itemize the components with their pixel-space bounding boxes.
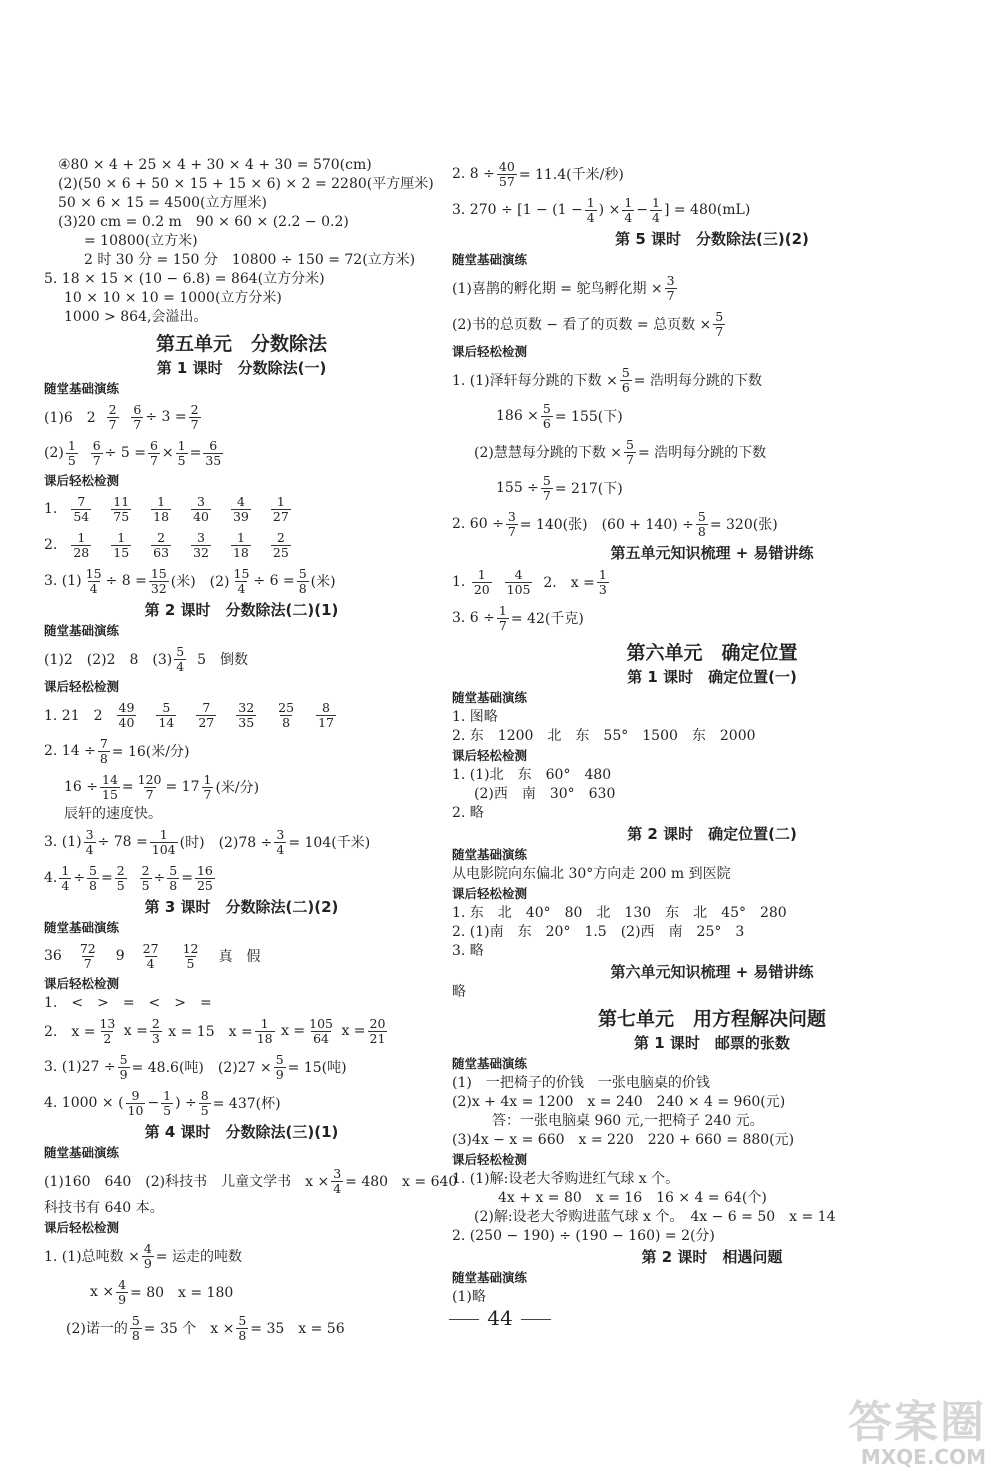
fraction: $\frac{2}{7}$ xyxy=(108,401,117,432)
answer-line: (2)(50 × 6 + 50 × 15 + 15 × 6) × 2 = 2280(平方厘米) xyxy=(58,176,434,192)
answer-line: 1. 图略 xyxy=(452,709,498,725)
fraction: $\frac{1}{7}$ xyxy=(203,771,212,802)
fraction: $\frac{5}{7}$ xyxy=(626,436,634,467)
answer-line: 1. $\frac{1}{20}$ $\frac{4}{105}$ 2. x = $\frac{1}{3}$ xyxy=(452,566,607,597)
answer-line: 3. 略 xyxy=(452,943,484,959)
fraction: $\frac{105}{64}$ xyxy=(309,1015,333,1046)
answer-line: 155 ÷ $\frac{5}{7}$ = 217(下) xyxy=(496,472,623,503)
answer-line: (3)20 cm = 0.2 m 90 × 60 × (2.2 − 0.2) xyxy=(58,214,349,230)
answer-line: 2. 8 ÷ $\frac{40}{57}$ = 11.4(千米/秒) xyxy=(452,158,624,189)
fraction: $\frac{49}{40}$ xyxy=(118,699,135,730)
fraction: $\frac{1}{15}$ xyxy=(113,529,130,560)
answer-line: 186 × $\frac{5}{6}$ = 155(下) xyxy=(496,400,623,431)
answer-line: 1. (1)北 东 60° 480 xyxy=(452,767,612,783)
fraction: $\frac{15}{4}$ xyxy=(233,565,250,596)
answer-line: (2)西 南 30° 630 xyxy=(474,786,616,802)
fraction: $\frac{9}{10}$ xyxy=(127,1087,144,1118)
lesson-title: 第 1 课时 邮票的张数 xyxy=(634,1034,790,1052)
section-heading: 随堂基础演练 xyxy=(44,381,120,396)
fraction: $\frac{5}{8}$ xyxy=(697,508,706,539)
answer-line: (2)诺一的 $\frac{5}{8}$ = 35 个 x × $\frac{5}{8}$ = 35 x = 56 xyxy=(66,1312,345,1343)
answer-line: 4. $\frac{1}{4}$ ÷ $\frac{5}{8}$ = $\frac{2}{5}$ $\frac{2}{5}$ ÷ $\frac{5}{8}$ = $\frac{16}{25}$ xyxy=(44,862,213,893)
answer-line: (1)2 (2)2 8 (3) $\frac{5}{4}$ 5 倒数 xyxy=(44,643,248,674)
answer-line: 2. 东 1200 北 东 55° 1500 东 2000 xyxy=(452,728,756,744)
section-heading: 随堂基础演练 xyxy=(452,1056,528,1071)
fraction: $\frac{1}{7}$ xyxy=(498,602,507,633)
page-number: 44 xyxy=(0,1306,1000,1330)
section-heading: 课后轻松检测 xyxy=(44,1220,120,1235)
section-heading: 课后轻松检测 xyxy=(44,679,120,694)
answer-line: 辰轩的速度快。 xyxy=(64,806,162,822)
fraction: $\frac{20}{21}$ xyxy=(369,1015,386,1046)
page-number-dash xyxy=(449,1319,479,1320)
fraction: $\frac{16}{25}$ xyxy=(196,862,213,893)
fraction: $\frac{5}{9}$ xyxy=(119,1051,128,1082)
answer-line: 2. 60 ÷ $\frac{3}{7}$ = 140(张) (60 + 140) ÷ $\frac{5}{8}$ = 320(张) xyxy=(452,508,778,539)
section-heading: 课后轻松检测 xyxy=(452,344,528,359)
fraction: $\frac{13}{2}$ xyxy=(99,1015,116,1046)
fraction: $\frac{14}{15}$ xyxy=(102,771,118,802)
fraction: $\frac{3}{7}$ xyxy=(666,272,675,303)
answer-line: (1)6 2 $\frac{2}{7}$ $\frac{6}{7}$ ÷ 3 = $\frac{2}{7}$ xyxy=(44,401,199,432)
answer-line: 3. (1) $\frac{3}{4}$ ÷ 78 = $\frac{1}{104}$ (时) (2)78 ÷ $\frac{3}{4}$ = 104(千米) xyxy=(44,826,371,857)
fraction: $\frac{3}{4}$ xyxy=(333,1165,342,1196)
answer-line: (3)4x − x = 660 x = 220 220 + 660 = 880(元) xyxy=(452,1132,795,1148)
answer-line: 16 ÷ $\frac{14}{15}$ = $\frac{120}{7}$ = 17 $\frac{1}{7}$ (米/分) xyxy=(64,771,260,802)
answer-line: 略 xyxy=(452,984,466,1000)
fraction: $\frac{2}{5}$ xyxy=(141,862,150,893)
fraction: $\frac{2}{63}$ xyxy=(153,529,170,560)
fraction: $\frac{2}{5}$ xyxy=(116,862,125,893)
answer-line: 1. (1)总吨数 × $\frac{4}{9}$ = 运走的吨数 xyxy=(44,1240,242,1271)
review-title: 第六单元知识梳理 + 易错讲练 xyxy=(610,963,814,981)
answer-line: (2)解:设老大爷购进蓝气球 x 个。 4x − 6 = 50 x = 14 xyxy=(474,1209,836,1225)
fraction: $\frac{4}{105}$ xyxy=(506,566,531,597)
fraction: $\frac{2}{25}$ xyxy=(272,529,289,560)
right-column xyxy=(452,156,972,1307)
review-title: 第五单元知识梳理 + 易错讲练 xyxy=(610,544,814,562)
fraction: $\frac{1}{104}$ xyxy=(151,826,176,857)
fraction: $\frac{5}{6}$ xyxy=(621,364,630,395)
lesson-title: 第 4 课时 分数除法(三)(1) xyxy=(144,1123,339,1141)
answer-line: (2)书的总页数 − 看了的页数 = 总页数 × $\frac{5}{7}$ xyxy=(452,308,724,339)
answer-line: 1. $\frac{7}{54}$ $\frac{11}{75}$ $\frac{1}{18}$ $\frac{3}{40}$ $\frac{4}{39}$ $\frac{1}{27}$ xyxy=(44,493,289,524)
left-column xyxy=(44,156,458,1346)
unit-title: 第五单元 分数除法 xyxy=(155,333,327,355)
fraction: $\frac{5}{9}$ xyxy=(275,1051,284,1082)
answer-line: 1. 东 北 40° 80 北 130 东 北 45° 280 xyxy=(452,905,787,921)
watermark-text: 答案圈 xyxy=(848,1397,986,1448)
fraction: $\frac{1}{27}$ xyxy=(272,493,289,524)
section-heading: 随堂基础演练 xyxy=(44,623,120,638)
fraction: $\frac{5}{8}$ xyxy=(89,862,97,893)
fraction: $\frac{1}{28}$ xyxy=(73,529,90,560)
fraction: $\frac{27}{4}$ xyxy=(142,940,159,971)
fraction: $\frac{5}{4}$ xyxy=(176,643,185,674)
answer-line: (1)喜鹊的孵化期 = 鸵鸟孵化期 × $\frac{3}{7}$ xyxy=(452,272,675,303)
fraction: $\frac{1}{20}$ xyxy=(473,566,490,597)
fraction: $\frac{1}{18}$ xyxy=(153,493,170,524)
answer-line: 1. < > = < > = xyxy=(44,995,212,1011)
fraction: $\frac{8}{5}$ xyxy=(200,1087,209,1118)
section-heading: 课后轻松检测 xyxy=(452,748,528,763)
page-number-dash xyxy=(521,1319,551,1320)
fraction: $\frac{3}{32}$ xyxy=(193,529,209,560)
section-heading: 课后轻松检测 xyxy=(452,1152,528,1167)
answer-line: (2) $\frac{1}{5}$ $\frac{6}{7}$ ÷ 5 = $\frac{6}{7}$ × $\frac{1}{5}$ = $\frac{6}{35}$ xyxy=(44,437,222,468)
fraction: $\frac{4}{9}$ xyxy=(143,1240,152,1271)
answer-line: 科技书有 640 本。 xyxy=(44,1200,164,1216)
section-heading: 随堂基础演练 xyxy=(452,690,528,705)
section-heading: 随堂基础演练 xyxy=(44,920,120,935)
fraction: $\frac{11}{75}$ xyxy=(113,493,130,524)
section-heading: 随堂基础演练 xyxy=(44,1145,120,1160)
fraction: $\frac{5}{8}$ xyxy=(298,565,307,596)
fraction: $\frac{5}{8}$ xyxy=(169,862,178,893)
answer-line: (2)慧慧每分跳的下数 × $\frac{5}{7}$ = 浩明每分跳的下数 xyxy=(474,436,767,467)
lesson-title: 第 2 课时 确定位置(二) xyxy=(627,825,797,843)
unit-title: 第七单元 用方程解决问题 xyxy=(597,1008,826,1030)
answer-line: 答：一张电脑桌 960 元,一把椅子 240 元。 xyxy=(492,1113,764,1129)
answer-line: 3. (1) $\frac{15}{4}$ ÷ 8 = $\frac{15}{32}$ (米) (2) $\frac{15}{4}$ ÷ 6 = $\frac{5}{8}$ (米) xyxy=(44,565,336,596)
fraction: $\frac{5}{7}$ xyxy=(542,472,551,503)
fraction: $\frac{5}{8}$ xyxy=(238,1312,247,1343)
answer-line: 1. (1)解:设老大爷购进红气球 x 个。 xyxy=(452,1171,680,1187)
fraction: $\frac{6}{7}$ xyxy=(133,401,142,432)
answer-line: (2)x + 4x = 1200 x = 240 240 × 4 = 960(元) xyxy=(452,1094,786,1110)
fraction: $\frac{32}{35}$ xyxy=(238,699,255,730)
fraction: $\frac{6}{7}$ xyxy=(149,437,158,468)
fraction: $\frac{3}{4}$ xyxy=(85,826,94,857)
answer-line: 2. (250 − 190) ÷ (190 − 160) = 2(分) xyxy=(452,1228,715,1244)
answer-line: 2. 略 xyxy=(452,805,484,821)
fraction: $\frac{5}{6}$ xyxy=(542,400,551,431)
fraction: $\frac{12}{5}$ xyxy=(182,940,199,971)
fraction: $\frac{1}{5}$ xyxy=(177,437,186,468)
fraction: $\frac{3}{7}$ xyxy=(507,508,516,539)
section-heading: 课后轻松检测 xyxy=(44,976,120,991)
fraction: $\frac{15}{32}$ xyxy=(150,565,167,596)
fraction: $\frac{4}{39}$ xyxy=(232,493,249,524)
answer-line: 2. $\frac{1}{28}$ $\frac{1}{15}$ $\frac{2}{63}$ $\frac{3}{32}$ $\frac{1}{18}$ $\frac{2}{25}$ xyxy=(44,529,289,560)
answer-line: 从电影院向东偏北 30°方向走 200 m 到医院 xyxy=(452,866,731,882)
fraction: $\frac{1}{4}$ xyxy=(624,194,633,225)
answer-line: 50 × 6 × 15 = 4500(立方厘米) xyxy=(58,195,267,211)
fraction: $\frac{5}{14}$ xyxy=(158,699,175,730)
lesson-title: 第 1 课时 分数除法(一) xyxy=(156,359,327,377)
lesson-title: 第 5 课时 分数除法(三)(2) xyxy=(615,230,809,248)
lesson-title: 第 3 课时 分数除法(二)(2) xyxy=(144,898,339,916)
answer-line: 1. 21 2 $\frac{49}{40}$ $\frac{5}{14}$ $\frac{7}{27}$ $\frac{32}{35}$ $\frac{25}{8}$ $\frac{8}{17}$ xyxy=(44,699,334,730)
fraction: $\frac{6}{35}$ xyxy=(205,437,222,468)
lesson-title: 第 2 课时 分数除法(二)(1) xyxy=(144,601,339,619)
fraction: $\frac{15}{4}$ xyxy=(85,565,102,596)
answer-line: 2. (1)南 东 20° 1.5 (2)西 南 25° 3 xyxy=(452,924,745,940)
section-heading: 课后轻松检测 xyxy=(452,886,528,901)
unit-title: 第六单元 确定位置 xyxy=(626,642,798,664)
section-heading: 课后轻松检测 xyxy=(44,473,120,488)
section-heading: 随堂基础演练 xyxy=(452,252,528,267)
lesson-title: 第 2 课时 相遇问题 xyxy=(641,1248,783,1266)
answer-line: (1)略 xyxy=(452,1289,486,1305)
answer-line: 10 × 10 × 10 = 1000(立方分米) xyxy=(64,290,282,306)
answer-line: x × $\frac{4}{9}$ = 80 x = 180 xyxy=(90,1276,234,1307)
answer-line: 5. 18 × 15 × (10 − 6.8) = 864(立方分米) xyxy=(44,271,325,287)
fraction: $\frac{4}{9}$ xyxy=(118,1276,127,1307)
answer-line: 1000 > 864,会溢出。 xyxy=(64,309,208,325)
fraction: $\frac{5}{7}$ xyxy=(715,308,724,339)
fraction: $\frac{1}{18}$ xyxy=(232,529,249,560)
fraction: $\frac{2}{3}$ xyxy=(151,1015,160,1046)
fraction: $\frac{7}{54}$ xyxy=(73,493,90,524)
lesson-title: 第 1 课时 确定位置(一) xyxy=(627,668,797,686)
fraction: $\frac{25}{8}$ xyxy=(278,699,295,730)
answer-line: 1. (1)泽轩每分跳的下数 × $\frac{5}{6}$ = 浩明每分跳的下数 xyxy=(452,364,762,395)
fraction: $\frac{1}{5}$ xyxy=(67,437,76,468)
answer-line: 4x + x = 80 x = 16 16 × 4 = 64(个) xyxy=(498,1190,767,1206)
fraction: $\frac{8}{17}$ xyxy=(318,699,334,730)
fraction: $\frac{1}{4}$ xyxy=(652,194,660,225)
answer-line: 2 时 30 分 = 150 分 10800 ÷ 150 = 72(立方米) xyxy=(84,252,416,268)
answer-line: 3. (1)27 ÷ $\frac{5}{9}$ = 48.6(吨) (2)27 × $\frac{5}{9}$ = 15(吨) xyxy=(44,1051,347,1082)
answer-line: 36 $\frac{72}{7}$ 9 $\frac{27}{4}$ $\frac{12}{5}$ 真 假 xyxy=(44,940,261,971)
answer-line: (1) 一把椅子的价钱 一张电脑桌的价钱 xyxy=(452,1075,710,1091)
answer-line: 3. 6 ÷ $\frac{1}{7}$ = 42(千克) xyxy=(452,602,584,633)
fraction: $\frac{7}{27}$ xyxy=(198,699,215,730)
section-heading: 随堂基础演练 xyxy=(452,847,528,862)
fraction: $\frac{6}{7}$ xyxy=(92,437,101,468)
answer-line: = 10800(立方米) xyxy=(84,233,198,249)
watermark-logo xyxy=(766,1397,986,1470)
fraction: $\frac{1}{5}$ xyxy=(163,1087,172,1118)
fraction: $\frac{1}{3}$ xyxy=(598,566,607,597)
answer-line: ④80 × 4 + 25 × 4 + 30 × 4 + 30 = 570(cm) xyxy=(58,157,372,173)
fraction: $\frac{120}{7}$ xyxy=(137,771,162,802)
fraction: $\frac{2}{7}$ xyxy=(190,401,199,432)
fraction: $\frac{40}{57}$ xyxy=(498,158,515,189)
fraction: $\frac{3}{4}$ xyxy=(276,826,285,857)
answer-line: (1)160 640 (2)科技书 儿童文学书 x × $\frac{3}{4}$ = 480 x = 640 xyxy=(44,1165,458,1196)
fraction: $\frac{1}{4}$ xyxy=(61,862,70,893)
fraction: $\frac{7}{8}$ xyxy=(99,735,108,766)
fraction: $\frac{3}{40}$ xyxy=(193,493,209,524)
fraction: $\frac{5}{8}$ xyxy=(131,1312,140,1343)
answer-line: 2. x = $\frac{13}{2}$ x = $\frac{2}{3}$ x = 15 x = $\frac{1}{18}$ x = $\frac{105}{64}$ x = $\frac{20}{21}$ xyxy=(44,1015,386,1046)
answer-line: 4. 1000 × ( $\frac{9}{10}$ − $\frac{1}{5}$ ) ÷ $\frac{8}{5}$ = 437(杯) xyxy=(44,1087,281,1118)
fraction: $\frac{1}{4}$ xyxy=(586,194,595,225)
section-heading: 随堂基础演练 xyxy=(452,1270,528,1285)
fraction: $\frac{72}{7}$ xyxy=(79,940,96,971)
answer-line: 2. 14 ÷ $\frac{7}{8}$ = 16(米/分) xyxy=(44,735,190,766)
fraction: $\frac{1}{18}$ xyxy=(256,1015,273,1046)
answer-line: 3. 270 ÷ [1 − (1 − $\frac{1}{4}$ ) × $\frac{1}{4}$ − $\frac{1}{4}$ ] = 480(mL) xyxy=(452,194,751,225)
watermark-url: MXQE.COM xyxy=(860,1445,986,1469)
